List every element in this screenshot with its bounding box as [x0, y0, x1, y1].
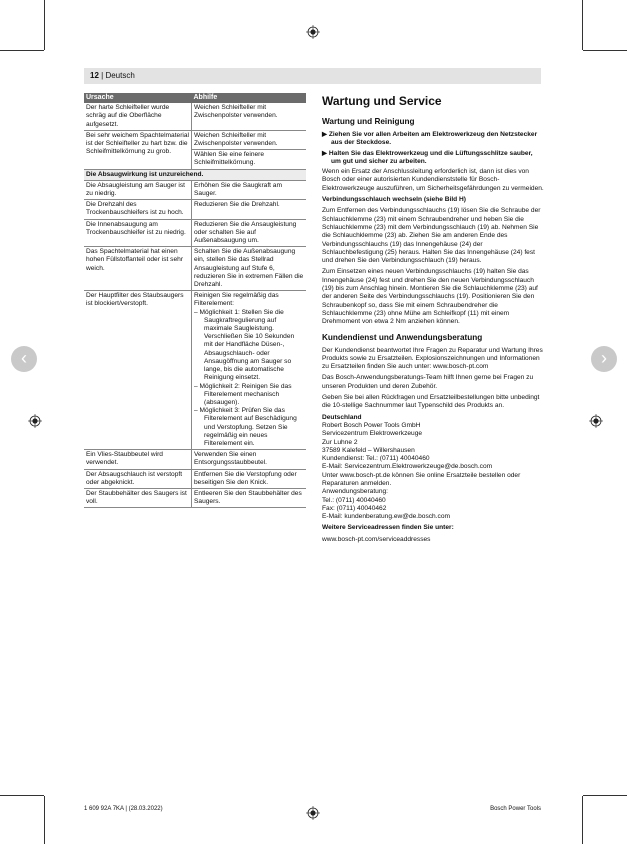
crop-mark [582, 0, 583, 50]
remedy-cell: Verwenden Sie einen Entsorgungsstaubbeutel. [192, 450, 307, 469]
paragraph: Zum Einsetzen eines neuen Verbindungsschlauchs (19) halten Sie das Innengehäuse (24) fest und drehen Sie den neuen Verbindungsschlauch (19) bis zum Anschlag hinein. Montieren Sie die Schlauchklemme (23) auf der anderen Seite des Verbindungsschlauchs (19). Positionieren Sie den Schraubenkopf so, dass Sie mit einem Schraubendreher die Schlauchklemme (23) ohne Mühe am Schleifkopf (11) mit einem Drehmoment von etwa 2 Nm anziehen können. [322, 268, 538, 326]
remedy-cell: Schalten Sie die Außenabsaugung ein, stellen Sie das Stellrad Ansaugleistung auf Stufe 6, reduzieren Sie in extremen Fällen die Drehzahl. [192, 247, 307, 291]
remedy-cell: Entfernen Sie die Verstopfung oder beseitigen Sie den Knick. [192, 469, 307, 488]
list-item: – Möglichkeit 2: Reinigen Sie das Filterelement mechanisch (absaugen). [194, 382, 292, 406]
crop-mark [582, 796, 583, 844]
maintenance-section [322, 94, 544, 547]
table-row [84, 469, 306, 488]
table-row [84, 247, 306, 291]
address-line: Tel.: (0711) 40040460 [322, 496, 386, 504]
crop-mark [44, 0, 45, 50]
table-row [84, 180, 306, 199]
remedy-options-list [194, 309, 304, 448]
list-item: – Möglichkeit 3: Prüfen Sie das Filterelement auf Beschädigung und Verstopfung. Setzen Sie regelmäßig ein neues Filterelement ein. [194, 407, 297, 447]
table-row [84, 130, 306, 149]
table-row [84, 450, 306, 469]
remedy-cell: Reduzieren Sie die Drehzahl. [192, 200, 307, 219]
cause-cell: Der Absaugschlauch ist verstopft oder abgeknickt. [84, 469, 192, 488]
footer-brand: Bosch Power Tools [490, 806, 541, 812]
warning-instruction: ▶ Halten Sie das Elektrowerkzeug und die Lüftungsschlitze sauber, um gut und sicher zu arbeiten. [322, 149, 533, 165]
cause-cell: Ein Vlies-Staubbeutel wird verwendet. [84, 450, 192, 469]
crop-mark [44, 796, 45, 844]
footer-document-number: 1 609 92A 7KA | (28.03.2022) [84, 806, 163, 812]
table-row [84, 219, 306, 247]
cause-cell: Der Staubbehälter des Saugers ist voll. [84, 488, 192, 507]
crop-mark [0, 795, 44, 796]
next-page-button[interactable] [591, 346, 617, 372]
paragraph: Zum Entfernen des Verbindungsschlauchs (19) lösen Sie die Schraube der Schlauchklemme (23) mit einem Schraubendreher und heben Sie die Schlauchklemme (23) mit dem Verbindungsschlauch (19) ab. Nehmen Sie die Schlauchklemme (23) ab. Ziehen Sie am anderen Ende des Verbindungsschlauchs (19) das Innengehäuse (24) der Schlauchbefestigung (25) heraus. Halten Sie das Innengehäuse (24) fest und drehen Sie den Verbindungsschlauch (19) heraus. [322, 207, 541, 265]
remedy-cell: Entleeren Sie den Staubbehälter des Saugers. [192, 488, 307, 507]
remedy-intro: Reinigen Sie regelmäßig das Filterelement: [194, 292, 279, 308]
crop-mark [583, 50, 627, 51]
column-header-remedy: Abhilfe [192, 93, 307, 103]
section-title: Wartung und Service [322, 94, 442, 108]
address-line: Kundendienst: Tel.: (0711) 40040460 [322, 455, 430, 463]
remedy-cell: Wählen Sie eine feinere Schleifmittelkörnung. [192, 150, 307, 169]
remedy-cell: Reduzieren Sie die Ansaugleistung oder schalten Sie auf Außenabsaugung um. [192, 219, 307, 247]
cause-cell: Bei sehr weichem Spachtelmaterial ist der Schleifteller zu hart bzw. die Schleifmittelkörnung zu grob. [84, 130, 192, 169]
crop-mark [0, 50, 44, 51]
list-item: – Möglichkeit 1: Stellen Sie die Saugkraftregulierung auf maximale Saugleistung. Verschließen Sie 10 Sekunden mit der Handfläche Düsen-, Absaugschlauch- oder Ansaugöffnung am Sauger so lange, bis die automatische Reinigung einsetzt. [194, 308, 295, 382]
cause-cell: Die Drehzahl des Trockenbauschleifers ist zu hoch. [84, 200, 192, 219]
country-heading: Deutschland [322, 413, 362, 421]
warning-instruction: ▶ Ziehen Sie vor allen Arbeiten am Elektrowerkzeug den Netzstecker aus der Steckdose. [322, 131, 538, 147]
remedy-cell: Erhöhen Sie die Saugkraft am Sauger. [192, 180, 307, 199]
registration-mark-icon [306, 806, 320, 820]
page-number: 12 [90, 71, 99, 80]
table-row [84, 488, 306, 507]
address-line: Unter www.bosch-pt.de können Sie online Ersatzteile bestellen oder Reparaturen anmelden. [322, 471, 521, 487]
chevron-right-icon: › [601, 348, 607, 368]
address-line: 37589 Kalefeld – Willershausen [322, 446, 415, 454]
page-language: Deutsch [105, 71, 135, 80]
registration-mark-icon [28, 414, 42, 428]
crop-mark [583, 795, 627, 796]
paragraph: Der Kundendienst beantwortet Ihre Fragen zu Reparatur und Wartung Ihres Produkts sowie zu Ersatzteilen. Explosionszeichnungen und Informationen zu Ersatzteilen finden Sie auch unter: www.bosch-pt.com [322, 346, 543, 371]
table-section-row [84, 169, 306, 180]
address-line: Servicezentrum Elektrowerkzeuge [322, 430, 423, 438]
table-row [84, 103, 306, 130]
section-heading: Die Absaugwirkung ist unzureichend. [84, 169, 306, 180]
address-line: Robert Bosch Power Tools GmbH [322, 421, 421, 429]
address-line: Zur Luhne 2 [322, 438, 358, 446]
registration-mark-icon [306, 25, 320, 39]
paragraph: Das Bosch-Anwendungsberatungs-Team hilft Ihnen gerne bei Fragen zu unseren Produkten und deren Zubehör. [322, 374, 534, 390]
previous-page-button[interactable] [11, 346, 37, 372]
service-url-link[interactable]: www.bosch-pt.com/serviceaddresses [322, 535, 431, 543]
subsection-heading: Kundendienst und Anwendungsberatung [322, 332, 483, 342]
page-header: 12 | Deutsch [84, 68, 541, 84]
subsection-heading: Verbindungsschlauch wechseln (siehe Bild H) [322, 196, 466, 204]
troubleshooting-table [84, 93, 306, 508]
column-header-cause: Ursache [84, 93, 192, 103]
address-block [322, 422, 544, 522]
table-header-row [84, 93, 306, 103]
table-row [84, 291, 306, 450]
email-link[interactable]: E-Mail: Servicezentrum.Elektrowerkzeuge@de.bosch.com [322, 463, 493, 471]
address-line: Fax: (0711) 40040462 [322, 504, 387, 512]
cause-cell: Die Innenabsaugung am Trockenbauschleifer ist zu niedrig. [84, 219, 192, 247]
cause-cell: Das Spachtelmaterial hat einen hohen Füllstoffanteil oder ist sehr weich. [84, 247, 192, 291]
cause-cell: Der harte Schleifteller wurde schräg auf die Oberfläche aufgesetzt. [84, 103, 192, 130]
chevron-left-icon: ‹ [21, 348, 27, 368]
cause-cell: Der Hauptfilter des Staubsaugers ist blockiert/verstopft. [84, 291, 192, 450]
table-row [84, 200, 306, 219]
email-link[interactable]: E-Mail: kundenberatung.ew@de.bosch.com [322, 513, 451, 521]
remedy-cell [192, 291, 307, 450]
paragraph: Geben Sie bei allen Rückfragen und Ersatzteilbestellungen bitte unbedingt die 10-stellige Sachnummer laut Typenschild des Produkts an. [322, 394, 540, 410]
subsection-heading: Wartung und Reinigung [322, 117, 415, 126]
subsection-heading: Weitere Serviceadressen finden Sie unter: [322, 524, 454, 532]
registration-mark-icon [589, 414, 603, 428]
paragraph: Wenn ein Ersatz der Anschlussleitung erforderlich ist, dann ist dies von Bosch oder einer autorisierten Kundendienststelle für Bosch-Elektrowerkzeuge auszuführen, um Sicherheitsgefährdungen zu vermeiden. [322, 168, 544, 192]
remedy-cell: Weichen Schleifteller mit Zwischenpolster verwenden. [192, 130, 307, 149]
cause-cell: Die Absaugleistung am Sauger ist zu niedrig. [84, 180, 192, 199]
remedy-cell: Weichen Schleifteller mit Zwischenpolster verwenden. [192, 103, 307, 130]
address-line: Anwendungsberatung: [322, 488, 388, 496]
